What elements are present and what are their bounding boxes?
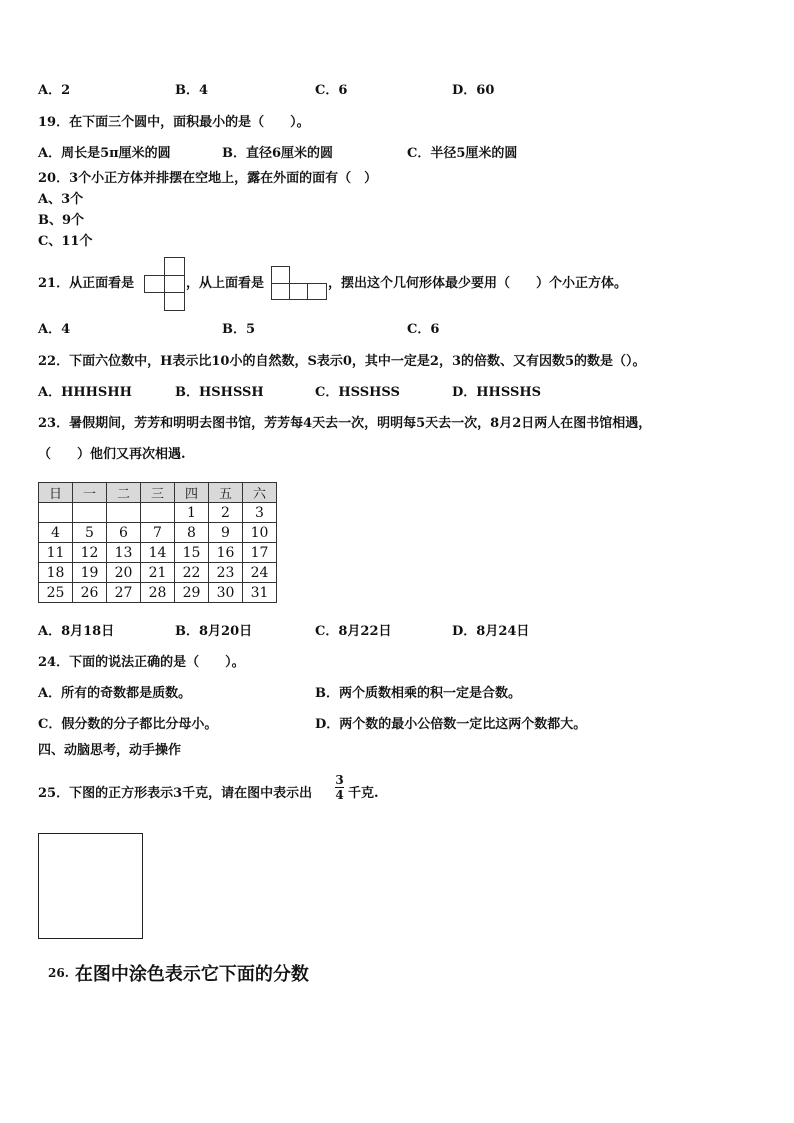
calendar-cell bbox=[107, 503, 141, 523]
calendar-cell: 20 bbox=[107, 563, 141, 583]
calendar-table bbox=[38, 482, 277, 603]
q19-option-b: B．直径6厘米的圆 bbox=[222, 146, 334, 161]
calendar-cell: 21 bbox=[141, 563, 175, 583]
calendar-cell: 8 bbox=[175, 523, 209, 543]
q22-stem: 22．下面六位数中，H表示比10小的自然数，S表示0，其中一定是2，3的倍数、又有因数5的数是（）。 bbox=[38, 354, 646, 369]
answer-square[interactable] bbox=[38, 833, 143, 939]
q21-option-c: C．6 bbox=[407, 322, 440, 337]
q22-option-c: C．HSSHSS bbox=[315, 385, 400, 400]
q19-option-a: A．周长是5π厘米的圆 bbox=[38, 146, 171, 161]
q25-stem-before: 25．下图的正方形表示3千克，请在图中表示出 bbox=[38, 786, 313, 801]
calendar-cell: 12 bbox=[73, 543, 107, 563]
q18-option-d: D．60 bbox=[452, 83, 495, 98]
calendar-header-cell: 日 bbox=[39, 483, 73, 503]
q23-option-b: B．8月20日 bbox=[175, 624, 253, 639]
calendar-cell: 29 bbox=[175, 583, 209, 603]
calendar-header-cell: 二 bbox=[107, 483, 141, 503]
calendar-cell: 6 bbox=[107, 523, 141, 543]
fraction-three-quarters bbox=[335, 774, 344, 801]
q23-option-a: A．8月18日 bbox=[38, 624, 115, 639]
q24-option-c: C．假分数的分子都比分母小。 bbox=[38, 717, 218, 732]
q26-number: 26. bbox=[48, 966, 69, 980]
q22-option-b: B．HSHSSH bbox=[175, 385, 264, 400]
calendar-header-cell: 四 bbox=[175, 483, 209, 503]
q22-option-a: A．HHHSHH bbox=[38, 385, 132, 400]
calendar-cell: 23 bbox=[209, 563, 243, 583]
calendar-cell: 27 bbox=[107, 583, 141, 603]
q21-stem-part2: ，从上面看是 bbox=[186, 276, 265, 291]
calendar-row bbox=[39, 563, 277, 583]
calendar-header-cell: 六 bbox=[243, 483, 277, 503]
calendar-cell: 11 bbox=[39, 543, 73, 563]
q23-option-d: D．8月24日 bbox=[452, 624, 530, 639]
q21-stem-part1: 21．从正面看是 bbox=[38, 276, 135, 291]
calendar-cell: 31 bbox=[243, 583, 277, 603]
q19-stem: 19．在下面三个圆中，面积最小的是（ ）。 bbox=[38, 115, 310, 130]
calendar-cell: 5 bbox=[73, 523, 107, 543]
calendar-cell: 2 bbox=[209, 503, 243, 523]
calendar-cell: 26 bbox=[73, 583, 107, 603]
calendar-cell bbox=[73, 503, 107, 523]
q23-option-c: C．8月22日 bbox=[315, 624, 392, 639]
calendar-cell: 14 bbox=[141, 543, 175, 563]
calendar-row bbox=[39, 543, 277, 563]
calendar-header-cell: 三 bbox=[141, 483, 175, 503]
fraction-denominator: 4 bbox=[335, 788, 344, 802]
fraction-numerator: 3 bbox=[335, 773, 344, 787]
calendar-cell: 18 bbox=[39, 563, 73, 583]
q18-option-b: B．4 bbox=[175, 83, 209, 98]
q20-stem: 20．3个小正方体并排摆在空地上，露在外面的面有（ ） bbox=[38, 171, 378, 186]
calendar-cell: 17 bbox=[243, 543, 277, 563]
calendar-cell: 25 bbox=[39, 583, 73, 603]
q20-option-b: B、9个 bbox=[38, 213, 85, 228]
q24-stem: 24．下面的说法正确的是（ ）。 bbox=[38, 655, 245, 670]
calendar-header-cell: 五 bbox=[209, 483, 243, 503]
calendar-cell: 30 bbox=[209, 583, 243, 603]
calendar-row bbox=[39, 583, 277, 603]
q21-stem-part3: ，摆出这个几何形体最少要用（ ）个小正方体。 bbox=[328, 276, 628, 291]
calendar-cell: 7 bbox=[141, 523, 175, 543]
front-view-figure bbox=[144, 257, 186, 311]
calendar-row bbox=[39, 503, 277, 523]
q20-option-c: C、11个 bbox=[38, 234, 93, 249]
q26-text: 在图中涂色表示它下面的分数 bbox=[74, 964, 309, 985]
q18-option-a: A．2 bbox=[38, 83, 71, 98]
q23-stem-line2: （ ）他们又再次相遇. bbox=[38, 447, 186, 462]
calendar-cell: 13 bbox=[107, 543, 141, 563]
q24-option-a: A．所有的奇数都是质数。 bbox=[38, 686, 192, 701]
q23-stem-line1: 23．暑假期间，芳芳和明明去图书馆，芳芳每4天去一次，明明每5天去一次，8月2日两人在图书馆相遇， bbox=[38, 416, 652, 431]
q22-option-d: D．HHSSHS bbox=[452, 385, 542, 400]
calendar-cell: 22 bbox=[175, 563, 209, 583]
top-view-figure bbox=[271, 266, 327, 300]
calendar-cell: 28 bbox=[141, 583, 175, 603]
q26-heading bbox=[48, 960, 309, 986]
q21-option-b: B．5 bbox=[222, 322, 256, 337]
calendar-cell: 9 bbox=[209, 523, 243, 543]
calendar-cell: 3 bbox=[243, 503, 277, 523]
calendar-header-row bbox=[39, 483, 277, 503]
calendar-cell: 1 bbox=[175, 503, 209, 523]
calendar-cell: 4 bbox=[39, 523, 73, 543]
calendar-cell: 24 bbox=[243, 563, 277, 583]
calendar-header-cell: 一 bbox=[73, 483, 107, 503]
q18-option-c: C．6 bbox=[315, 83, 348, 98]
section-heading: 四、动脑思考，动手操作 bbox=[38, 743, 182, 758]
q19-option-c: C．半径5厘米的圆 bbox=[407, 146, 518, 161]
q25-stem-after: 千克. bbox=[348, 786, 379, 801]
calendar-row bbox=[39, 523, 277, 543]
calendar-cell: 19 bbox=[73, 563, 107, 583]
q24-option-d: D．两个数的最小公倍数一定比这两个数都大。 bbox=[315, 717, 587, 732]
calendar-cell bbox=[141, 503, 175, 523]
calendar-cell: 16 bbox=[209, 543, 243, 563]
calendar-cell bbox=[39, 503, 73, 523]
calendar-cell: 15 bbox=[175, 543, 209, 563]
q20-option-a: A、3个 bbox=[38, 192, 84, 207]
calendar-cell: 10 bbox=[243, 523, 277, 543]
q21-option-a: A．4 bbox=[38, 322, 71, 337]
q24-option-b: B．两个质数相乘的积一定是合数。 bbox=[315, 686, 521, 701]
